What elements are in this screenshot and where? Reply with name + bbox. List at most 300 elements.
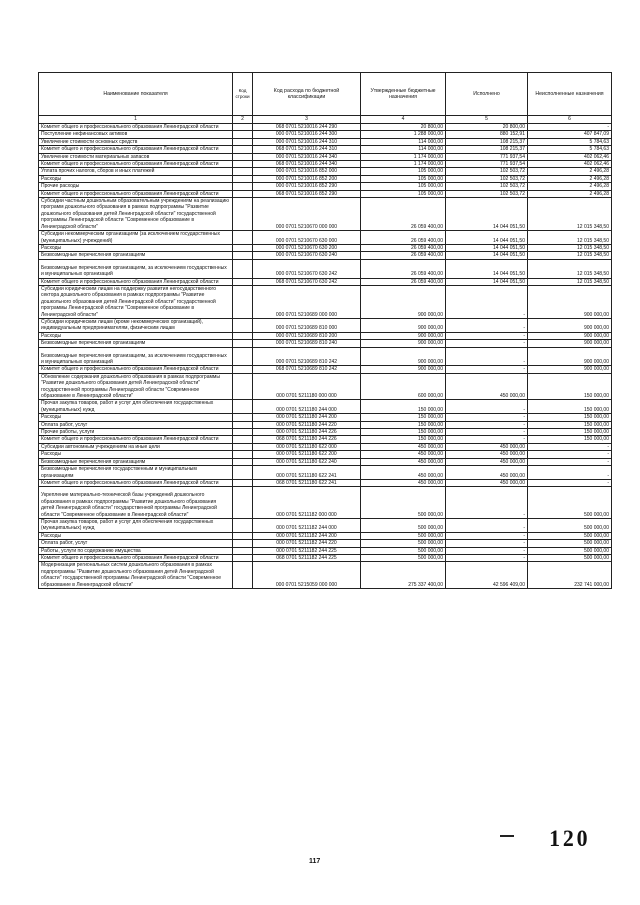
handwritten-page-stamp: 120 bbox=[549, 826, 591, 851]
row-name: Расходы bbox=[39, 244, 233, 251]
column-number-row bbox=[39, 116, 612, 124]
row-line-code bbox=[233, 562, 253, 589]
row-budget-code: 000 0701 5211180 622 241 bbox=[253, 466, 361, 480]
row-line-code bbox=[233, 285, 253, 318]
row-unexecuted-amount: 407 847,09 bbox=[528, 131, 612, 138]
row-approved-amount: 500 000,00 bbox=[361, 532, 446, 539]
row-executed-amount: 771 937,54 bbox=[446, 161, 528, 168]
row-executed-amount: 450 000,00 bbox=[446, 451, 528, 458]
row-executed-amount: - bbox=[446, 340, 528, 347]
row-approved-amount: 450 000,00 bbox=[361, 479, 446, 486]
row-unexecuted-amount: 150 000,00 bbox=[528, 400, 612, 414]
row-name: Прочая закупка товаров, работ и услуг для обеспечения государственных (муниципальных) нужд bbox=[39, 518, 233, 532]
row-unexecuted-amount: 2 496,28 bbox=[528, 183, 612, 190]
row-unexecuted-amount: - bbox=[528, 443, 612, 450]
row-executed-amount: 450 000,00 bbox=[446, 443, 528, 450]
row-line-code bbox=[233, 198, 253, 231]
row-name: Комитет общего и профессионального образования Ленинградской области bbox=[39, 479, 233, 486]
row-name: Расходы bbox=[39, 175, 233, 182]
row-budget-code: 068 0701 5211180 244 226 bbox=[253, 436, 361, 443]
row-executed-amount: 450 000,00 bbox=[446, 373, 528, 400]
row-executed-amount: 108 215,37 bbox=[446, 138, 528, 145]
row-line-code bbox=[233, 458, 253, 465]
row-approved-amount: 26 059 400,00 bbox=[361, 198, 446, 231]
table-row bbox=[39, 540, 612, 547]
row-budget-code: 068 0701 5210689 810 242 bbox=[253, 366, 361, 373]
row-unexecuted-amount: 12 015 348,50 bbox=[528, 252, 612, 259]
column-number: 4 bbox=[361, 116, 446, 124]
row-unexecuted-amount: 150 000,00 bbox=[528, 436, 612, 443]
row-name: Безвозмездные перечисления организациям bbox=[39, 252, 233, 259]
row-approved-amount: 900 000,00 bbox=[361, 340, 446, 347]
row-name: Субсидии юридическим лицам (кроме некоммерческих организаций), индивидуальным предпринимателям, физическим лицам bbox=[39, 318, 233, 332]
row-unexecuted-amount: 12 015 348,50 bbox=[528, 244, 612, 251]
row-unexecuted-amount: 150 000,00 bbox=[528, 414, 612, 421]
row-line-code bbox=[233, 347, 253, 366]
row-line-code bbox=[233, 554, 253, 561]
row-name: Безвозмездные перечисления государственным и муниципальным организациям bbox=[39, 466, 233, 480]
row-name: Расходы bbox=[39, 451, 233, 458]
row-name: Безвозмездные перечисления организациям bbox=[39, 458, 233, 465]
table-row bbox=[39, 479, 612, 486]
row-line-code bbox=[233, 138, 253, 145]
table-row bbox=[39, 124, 612, 131]
row-approved-amount: 500 000,00 bbox=[361, 518, 446, 532]
row-budget-code: 068 0701 5210016 244 290 bbox=[253, 124, 361, 131]
row-budget-code: 068 0701 5211180 622 241 bbox=[253, 479, 361, 486]
row-budget-code: 000 0701 5210016 852 000 bbox=[253, 168, 361, 175]
column-number: 5 bbox=[446, 116, 528, 124]
row-budget-code: 000 0701 5210016 244 310 bbox=[253, 138, 361, 145]
table-row bbox=[39, 285, 612, 318]
row-line-code bbox=[233, 259, 253, 278]
row-executed-amount: 14 044 051,50 bbox=[446, 198, 528, 231]
row-name: Субсидии некоммерческим организациям (за исключением государственных (муниципальных) учреждений) bbox=[39, 231, 233, 245]
row-budget-code: 000 0701 5210689 000 000 bbox=[253, 285, 361, 318]
row-line-code bbox=[233, 421, 253, 428]
row-budget-code: 000 0701 5211180 244 200 bbox=[253, 414, 361, 421]
row-line-code bbox=[233, 146, 253, 153]
table-row bbox=[39, 562, 612, 589]
row-line-code bbox=[233, 451, 253, 458]
row-budget-code: 000 0701 5210670 630 242 bbox=[253, 259, 361, 278]
row-executed-amount: 14 044 051,50 bbox=[446, 231, 528, 245]
row-line-code bbox=[233, 373, 253, 400]
row-executed-amount: 450 000,00 bbox=[446, 479, 528, 486]
stamp-dash bbox=[500, 835, 514, 837]
row-line-code bbox=[233, 278, 253, 285]
row-executed-amount: 14 044 051,50 bbox=[446, 244, 528, 251]
table-row bbox=[39, 421, 612, 428]
row-approved-amount: 275 337 400,00 bbox=[361, 562, 446, 589]
row-unexecuted-amount: - bbox=[528, 458, 612, 465]
row-line-code bbox=[233, 414, 253, 421]
table-row bbox=[39, 161, 612, 168]
row-name: Комитет общего и профессионального образования Ленинградской области bbox=[39, 554, 233, 561]
row-approved-amount: 150 000,00 bbox=[361, 436, 446, 443]
row-line-code bbox=[233, 161, 253, 168]
row-unexecuted-amount: - bbox=[528, 124, 612, 131]
row-line-code bbox=[233, 175, 253, 182]
row-name: Модернизация региональных систем дошкольного образования в рамках подпрограммы "Развитие дошкольного образования детей Ленинградской области" государственной программы Ленинградской области "Современное образование в Ленинградской области" bbox=[39, 562, 233, 589]
row-line-code bbox=[233, 518, 253, 532]
row-budget-code: 000 0701 5211180 244 226 bbox=[253, 429, 361, 436]
row-line-code bbox=[233, 487, 253, 519]
row-name: Уплата прочих налогов, сборов и иных платежей bbox=[39, 168, 233, 175]
row-approved-amount: 26 059 400,00 bbox=[361, 278, 446, 285]
row-name: Субсидии автономным учреждениям на иные цели bbox=[39, 443, 233, 450]
row-name: Комитет общего и профессионального образования Ленинградской области bbox=[39, 366, 233, 373]
row-unexecuted-amount: - bbox=[528, 479, 612, 486]
row-unexecuted-amount: 900 000,00 bbox=[528, 318, 612, 332]
table-row bbox=[39, 340, 612, 347]
table-row bbox=[39, 532, 612, 539]
table-row bbox=[39, 466, 612, 480]
row-unexecuted-amount: 900 000,00 bbox=[528, 366, 612, 373]
row-unexecuted-amount: 5 784,63 bbox=[528, 138, 612, 145]
table-row bbox=[39, 231, 612, 245]
row-executed-amount: - bbox=[446, 318, 528, 332]
row-executed-amount: - bbox=[446, 400, 528, 414]
row-unexecuted-amount: 900 000,00 bbox=[528, 347, 612, 366]
row-executed-amount: - bbox=[446, 414, 528, 421]
table-row bbox=[39, 436, 612, 443]
table-row bbox=[39, 146, 612, 153]
row-approved-amount: 105 000,00 bbox=[361, 190, 446, 197]
row-unexecuted-amount: 150 000,00 bbox=[528, 421, 612, 428]
row-line-code bbox=[233, 332, 253, 339]
table-row bbox=[39, 487, 612, 519]
row-budget-code: 000 0701 5210689 810 200 bbox=[253, 332, 361, 339]
row-approved-amount: 26 059 400,00 bbox=[361, 252, 446, 259]
row-executed-amount: - bbox=[446, 366, 528, 373]
row-approved-amount: 1 288 000,00 bbox=[361, 131, 446, 138]
row-approved-amount: 105 000,00 bbox=[361, 175, 446, 182]
row-unexecuted-amount: 232 741 000,00 bbox=[528, 562, 612, 589]
row-budget-code: 000 0701 5210670 630 200 bbox=[253, 244, 361, 251]
row-unexecuted-amount: 2 496,28 bbox=[528, 168, 612, 175]
row-budget-code: 000 0701 5211180 622 240 bbox=[253, 458, 361, 465]
row-name: Безвозмездные перечисления организациям bbox=[39, 340, 233, 347]
table-row bbox=[39, 190, 612, 197]
row-name: Увеличение стоимости основных средств bbox=[39, 138, 233, 145]
row-approved-amount: 450 000,00 bbox=[361, 443, 446, 450]
row-unexecuted-amount: 402 062,46 bbox=[528, 161, 612, 168]
row-approved-amount: 450 000,00 bbox=[361, 466, 446, 480]
table-row bbox=[39, 414, 612, 421]
row-unexecuted-amount: 500 000,00 bbox=[528, 540, 612, 547]
row-approved-amount: 500 000,00 bbox=[361, 554, 446, 561]
row-executed-amount: - bbox=[446, 547, 528, 554]
row-name: Комитет общего и профессионального образования Ленинградской области bbox=[39, 124, 233, 131]
row-approved-amount: 500 000,00 bbox=[361, 547, 446, 554]
table-row bbox=[39, 198, 612, 231]
table-row bbox=[39, 153, 612, 160]
table-row bbox=[39, 547, 612, 554]
row-executed-amount: 20 800,00 bbox=[446, 124, 528, 131]
column-header-line-code: Код строки bbox=[233, 73, 253, 116]
table-row bbox=[39, 400, 612, 414]
column-header-executed: Исполнено bbox=[446, 73, 528, 116]
row-name: Комитет общего и профессионального образования Ленинградской области bbox=[39, 190, 233, 197]
row-name: Комитет общего и профессионального образования Ленинградской области bbox=[39, 161, 233, 168]
row-unexecuted-amount: 12 015 348,50 bbox=[528, 259, 612, 278]
row-approved-amount: 105 000,00 bbox=[361, 183, 446, 190]
row-unexecuted-amount: 150 000,00 bbox=[528, 373, 612, 400]
row-executed-amount: 450 000,00 bbox=[446, 458, 528, 465]
row-executed-amount: - bbox=[446, 429, 528, 436]
table-row bbox=[39, 458, 612, 465]
row-approved-amount: 20 800,00 bbox=[361, 124, 446, 131]
row-executed-amount: 14 044 051,50 bbox=[446, 259, 528, 278]
row-unexecuted-amount: 500 000,00 bbox=[528, 518, 612, 532]
row-executed-amount: - bbox=[446, 554, 528, 561]
row-line-code bbox=[233, 153, 253, 160]
row-budget-code: 000 0701 5210670 630 240 bbox=[253, 252, 361, 259]
page-number: 117 bbox=[309, 858, 321, 865]
row-budget-code: 000 0701 5210016 244 340 bbox=[253, 153, 361, 160]
row-unexecuted-amount: 402 062,46 bbox=[528, 153, 612, 160]
row-approved-amount: 1 174 000,00 bbox=[361, 161, 446, 168]
table-row bbox=[39, 554, 612, 561]
row-executed-amount: - bbox=[446, 421, 528, 428]
column-header-name: Наименование показателя bbox=[39, 73, 233, 116]
row-name: Субсидии юридическим лицам на поддержку развития негосударственного сектора дошкольного образования в рамках подпрограммы "Развитие дошкольного образования детей Ленинградской области" государственной программы Ленинградской области "Современное образование в Ленинградской области" bbox=[39, 285, 233, 318]
row-name: Прочие расходы bbox=[39, 183, 233, 190]
row-executed-amount: 14 044 051,50 bbox=[446, 252, 528, 259]
row-budget-code: 000 0701 5210689 810 242 bbox=[253, 347, 361, 366]
row-line-code bbox=[233, 532, 253, 539]
row-line-code bbox=[233, 131, 253, 138]
row-name: Обновление содержания дошкольного образования в рамках подпрограммы "Развитие дошкольного образования детей Ленинградской области" государственной программы Ленинградской области "Современное образование в Ленинградской области" bbox=[39, 373, 233, 400]
row-name: Увеличение стоимости материальных запасов bbox=[39, 153, 233, 160]
table-row bbox=[39, 429, 612, 436]
budget-execution-table bbox=[38, 72, 612, 589]
row-line-code bbox=[233, 231, 253, 245]
row-approved-amount: 150 000,00 bbox=[361, 400, 446, 414]
row-name: Прочая закупка товаров, работ и услуг для обеспечения государственных (муниципальных) нужд bbox=[39, 400, 233, 414]
row-budget-code: 068 0701 5210670 630 242 bbox=[253, 278, 361, 285]
row-executed-amount: 450 000,00 bbox=[446, 466, 528, 480]
table-row bbox=[39, 138, 612, 145]
budget-report-sheet bbox=[38, 72, 611, 589]
row-budget-code: 000 0701 5210689 810 000 bbox=[253, 318, 361, 332]
row-line-code bbox=[233, 466, 253, 480]
row-name: Поступление нефинансовых активов bbox=[39, 131, 233, 138]
row-budget-code: 000 0701 5210016 852 200 bbox=[253, 175, 361, 182]
row-line-code bbox=[233, 429, 253, 436]
table-row bbox=[39, 244, 612, 251]
row-executed-amount: - bbox=[446, 532, 528, 539]
row-executed-amount: 102 503,72 bbox=[446, 175, 528, 182]
row-name: Расходы bbox=[39, 332, 233, 339]
row-executed-amount: 108 215,37 bbox=[446, 146, 528, 153]
row-executed-amount: - bbox=[446, 347, 528, 366]
row-budget-code: 000 0701 5210016 244 300 bbox=[253, 131, 361, 138]
row-budget-code: 000 0701 5211182 244 200 bbox=[253, 532, 361, 539]
row-unexecuted-amount: 5 784,63 bbox=[528, 146, 612, 153]
row-name: Комитет общего и профессионального образования Ленинградской области bbox=[39, 146, 233, 153]
row-executed-amount: - bbox=[446, 518, 528, 532]
row-budget-code: 068 0701 5210016 244 310 bbox=[253, 146, 361, 153]
row-executed-amount: - bbox=[446, 540, 528, 547]
row-approved-amount: 900 000,00 bbox=[361, 318, 446, 332]
table-row bbox=[39, 366, 612, 373]
row-budget-code: 000 0701 5211182 244 225 bbox=[253, 547, 361, 554]
row-executed-amount: 14 044 051,50 bbox=[446, 278, 528, 285]
row-line-code bbox=[233, 168, 253, 175]
row-name: Комитет общего и профессионального образования Ленинградской области bbox=[39, 278, 233, 285]
row-unexecuted-amount: 12 015 348,50 bbox=[528, 278, 612, 285]
row-line-code bbox=[233, 190, 253, 197]
row-name: Оплата работ, услуг bbox=[39, 421, 233, 428]
row-executed-amount: - bbox=[446, 285, 528, 318]
row-unexecuted-amount: 900 000,00 bbox=[528, 332, 612, 339]
row-approved-amount: 900 000,00 bbox=[361, 285, 446, 318]
row-unexecuted-amount: 500 000,00 bbox=[528, 487, 612, 519]
column-number: 3 bbox=[253, 116, 361, 124]
row-approved-amount: 600 000,00 bbox=[361, 373, 446, 400]
row-unexecuted-amount: 500 000,00 bbox=[528, 547, 612, 554]
row-executed-amount: - bbox=[446, 436, 528, 443]
row-executed-amount: 880 152,91 bbox=[446, 131, 528, 138]
column-header-unexecuted: Неисполненные назначения bbox=[528, 73, 612, 116]
row-executed-amount: 102 503,72 bbox=[446, 168, 528, 175]
row-line-code bbox=[233, 124, 253, 131]
column-number: 1 bbox=[39, 116, 233, 124]
row-line-code bbox=[233, 244, 253, 251]
row-name: Безвозмездные перечисления организациям, за исключением государственных и муниципальных организаций bbox=[39, 347, 233, 366]
row-name: Оплата работ, услуг bbox=[39, 540, 233, 547]
row-budget-code: 068 0701 5211182 244 225 bbox=[253, 554, 361, 561]
row-budget-code: 000 0701 5210670 630 000 bbox=[253, 231, 361, 245]
row-approved-amount: 105 000,00 bbox=[361, 168, 446, 175]
row-budget-code: 000 0701 5211180 244 000 bbox=[253, 400, 361, 414]
row-line-code bbox=[233, 366, 253, 373]
row-unexecuted-amount: 500 000,00 bbox=[528, 554, 612, 561]
table-body bbox=[39, 124, 612, 589]
row-approved-amount: 26 059 400,00 bbox=[361, 244, 446, 251]
row-approved-amount: 900 000,00 bbox=[361, 366, 446, 373]
row-budget-code: 000 0701 5210689 810 240 bbox=[253, 340, 361, 347]
row-approved-amount: 500 000,00 bbox=[361, 540, 446, 547]
row-executed-amount: 102 503,72 bbox=[446, 190, 528, 197]
table-row bbox=[39, 443, 612, 450]
table-header bbox=[39, 73, 612, 124]
row-budget-code: 000 0701 5211182 244 220 bbox=[253, 540, 361, 547]
row-unexecuted-amount: 900 000,00 bbox=[528, 285, 612, 318]
row-name: Работы, услуги по содержанию имущества bbox=[39, 547, 233, 554]
row-approved-amount: 900 000,00 bbox=[361, 347, 446, 366]
row-approved-amount: 450 000,00 bbox=[361, 451, 446, 458]
row-budget-code: 068 0701 5210016 852 290 bbox=[253, 190, 361, 197]
row-approved-amount: 114 000,00 bbox=[361, 138, 446, 145]
row-executed-amount: 42 596 409,00 bbox=[446, 562, 528, 589]
table-row bbox=[39, 175, 612, 182]
table-row bbox=[39, 183, 612, 190]
row-budget-code: 000 0701 5211180 622 000 bbox=[253, 443, 361, 450]
row-executed-amount: - bbox=[446, 487, 528, 519]
row-unexecuted-amount: 2 496,28 bbox=[528, 190, 612, 197]
row-approved-amount: 1 174 000,00 bbox=[361, 153, 446, 160]
row-name: Прочие работы, услуги bbox=[39, 429, 233, 436]
row-line-code bbox=[233, 443, 253, 450]
table-row bbox=[39, 259, 612, 278]
table-row bbox=[39, 518, 612, 532]
table-row bbox=[39, 278, 612, 285]
row-approved-amount: 26 059 400,00 bbox=[361, 231, 446, 245]
table-row bbox=[39, 131, 612, 138]
row-name: Субсидии частным дошкольным образовательным учреждениям на реализацию программ дошкольного образования в рамках подпрограммы "Развитие дошкольного образования детей Ленинградской области" государственной программы Ленинградской области "Современное образование в Ленинградской области" bbox=[39, 198, 233, 231]
table-row bbox=[39, 451, 612, 458]
table-row bbox=[39, 373, 612, 400]
row-budget-code: 000 0701 5211182 244 000 bbox=[253, 518, 361, 532]
row-line-code bbox=[233, 540, 253, 547]
table-row bbox=[39, 318, 612, 332]
row-line-code bbox=[233, 183, 253, 190]
row-name: Безвозмездные перечисления организациям, за исключением государственных и муниципальных организаций bbox=[39, 259, 233, 278]
row-approved-amount: 150 000,00 bbox=[361, 429, 446, 436]
row-budget-code: 000 0701 5215059 000 000 bbox=[253, 562, 361, 589]
row-unexecuted-amount: - bbox=[528, 466, 612, 480]
row-approved-amount: 150 000,00 bbox=[361, 414, 446, 421]
row-budget-code: 000 0701 5211182 000 000 bbox=[253, 487, 361, 519]
column-header-approved: Утвержденные бюджетные назначения bbox=[361, 73, 446, 116]
row-unexecuted-amount: 900 000,00 bbox=[528, 340, 612, 347]
table-row bbox=[39, 252, 612, 259]
row-executed-amount: 771 937,54 bbox=[446, 153, 528, 160]
table-row bbox=[39, 332, 612, 339]
row-line-code bbox=[233, 318, 253, 332]
row-line-code bbox=[233, 436, 253, 443]
row-budget-code: 068 0701 5210016 244 340 bbox=[253, 161, 361, 168]
row-budget-code: 000 0701 5210670 000 000 bbox=[253, 198, 361, 231]
row-line-code bbox=[233, 400, 253, 414]
row-approved-amount: 26 059 400,00 bbox=[361, 259, 446, 278]
row-approved-amount: 114 000,00 bbox=[361, 146, 446, 153]
row-name: Укрепление материально-технической базы учреждений дошкольного образования в рамках подпрограммы "Развитие дошкольного образования детей Ленинградской области" государственной программы Ленинградской области "Современное образование в Ленинградской области" bbox=[39, 487, 233, 519]
row-unexecuted-amount: 12 015 348,50 bbox=[528, 198, 612, 231]
table-row bbox=[39, 347, 612, 366]
row-line-code bbox=[233, 547, 253, 554]
row-unexecuted-amount: 12 015 348,50 bbox=[528, 231, 612, 245]
row-approved-amount: 900 000,00 bbox=[361, 332, 446, 339]
row-budget-code: 000 0701 5211180 000 000 bbox=[253, 373, 361, 400]
row-name: Расходы bbox=[39, 532, 233, 539]
column-number: 6 bbox=[528, 116, 612, 124]
row-approved-amount: 500 000,00 bbox=[361, 487, 446, 519]
row-unexecuted-amount: - bbox=[528, 451, 612, 458]
row-unexecuted-amount: 150 000,00 bbox=[528, 429, 612, 436]
row-unexecuted-amount: 2 496,28 bbox=[528, 175, 612, 182]
row-name: Расходы bbox=[39, 414, 233, 421]
row-approved-amount: 450 000,00 bbox=[361, 458, 446, 465]
row-name: Комитет общего и профессионального образования Ленинградской области bbox=[39, 436, 233, 443]
column-header-budget-code: Код расхода по бюджетной классификации bbox=[253, 73, 361, 116]
row-unexecuted-amount: 500 000,00 bbox=[528, 532, 612, 539]
row-line-code bbox=[233, 479, 253, 486]
row-budget-code: 000 0701 5211180 244 220 bbox=[253, 421, 361, 428]
row-line-code bbox=[233, 340, 253, 347]
column-number: 2 bbox=[233, 116, 253, 124]
row-budget-code: 000 0701 5210016 852 290 bbox=[253, 183, 361, 190]
row-executed-amount: 102 503,72 bbox=[446, 183, 528, 190]
table-row bbox=[39, 168, 612, 175]
row-approved-amount: 150 000,00 bbox=[361, 421, 446, 428]
row-line-code bbox=[233, 252, 253, 259]
row-budget-code: 000 0701 5211180 622 200 bbox=[253, 451, 361, 458]
row-executed-amount: - bbox=[446, 332, 528, 339]
